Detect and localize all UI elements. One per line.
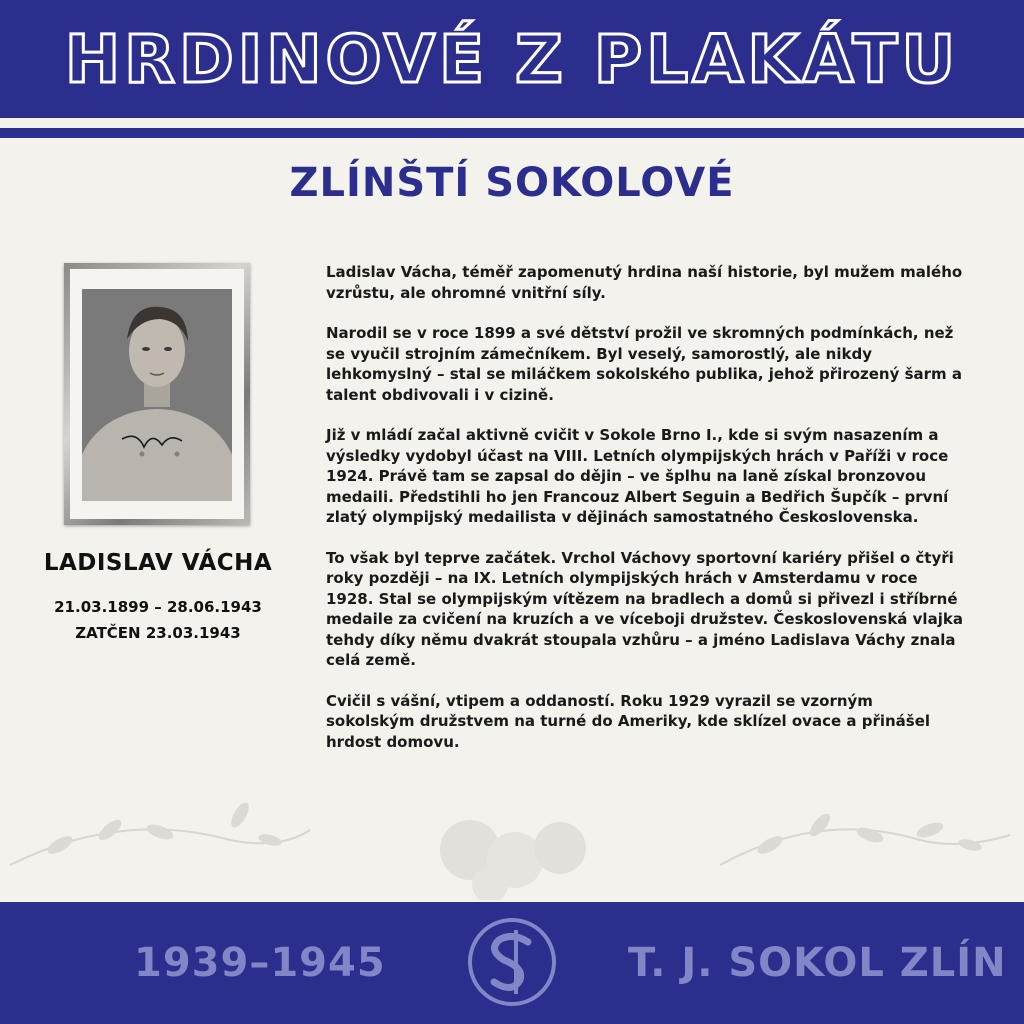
bio-paragraph: To však byl teprve začátek. Vrchol Váchovy sportovní kariéry přišel o čtyři roky později – na IX. Letních olympijských hrách v Amsterdamu v roce 1928. Stal se olympijským vítězem na bradlech a domů si přivezl i stříbrné medaile za cvičení na kruzích a ve víceboji družstev. Československá vlajka tehdy díky němu dvakrát stoupala vzhůru – a jméno Ladislava Váchy znala celá země. [326, 548, 963, 669]
bio-paragraph: Narodil se v roce 1899 a své dětství prožil ve skromných podmínkách, než se vyučil strojním zámečníkem. Byl veselý, samorostlý, ale nikdy lehkomyslný – stal se miláčkem sokolského publika, jehož přirozený šarm a talent obdivovali i v cizině. [326, 324, 963, 404]
person-dates: 21.03.1899 – 28.06.1943 [54, 598, 262, 616]
portrait-frame [64, 263, 250, 525]
header-title: HRDINOVÉ Z PLAKÁTU [64, 20, 960, 98]
floral-decoration [0, 790, 1024, 900]
floral-branch-icon [0, 790, 1024, 900]
section-title: ZLÍNŠTÍ SOKOLOVÉ [289, 160, 735, 206]
person-arrest-date: ZATČEN 23.03.1943 [75, 624, 241, 642]
sokol-logo-icon [466, 916, 558, 1008]
footer-years: 1939–1945 [134, 940, 386, 986]
person-name: LADISLAV VÁCHA [43, 550, 273, 576]
bio-paragraph: Již v mládí začal aktivně cvičit v Sokole Brno I., kde si svým nasazením a výsledky vydobyl účast na VIII. Letních olympijských hrách v Paříži v roce 1924. Právě tam se zapsal do dějin – ve šplhu na laně získal bronzovou medaili. Předstihli ho jen Francouz Albert Seguin a Bedřich Šupčík – první zlatý olympijský medailista v dějinách samostatného Československa. [326, 426, 949, 526]
portrait-image [82, 289, 232, 501]
bio-paragraph: Cvičil s vášní, vtipem a oddaností. Roku 1929 vyrazil se vzorným sokolským družstvem na turné do Ameriky, kde sklízel ovace a přinášel hrdost domovu. [326, 691, 931, 751]
biography-text [326, 262, 966, 772]
header-banner [0, 0, 1024, 118]
portrait-mat [70, 269, 244, 519]
portrait-photo [82, 289, 232, 501]
bio-paragraph: Ladislav Vácha, téměř zapomenutý hrdina naší historie, byl mužem malého vzrůstu, ale ohromné vnitřní síly. [326, 263, 963, 302]
footer-club-name: T. J. SOKOL ZLÍN [628, 940, 1007, 986]
header-stripe [0, 128, 1024, 138]
